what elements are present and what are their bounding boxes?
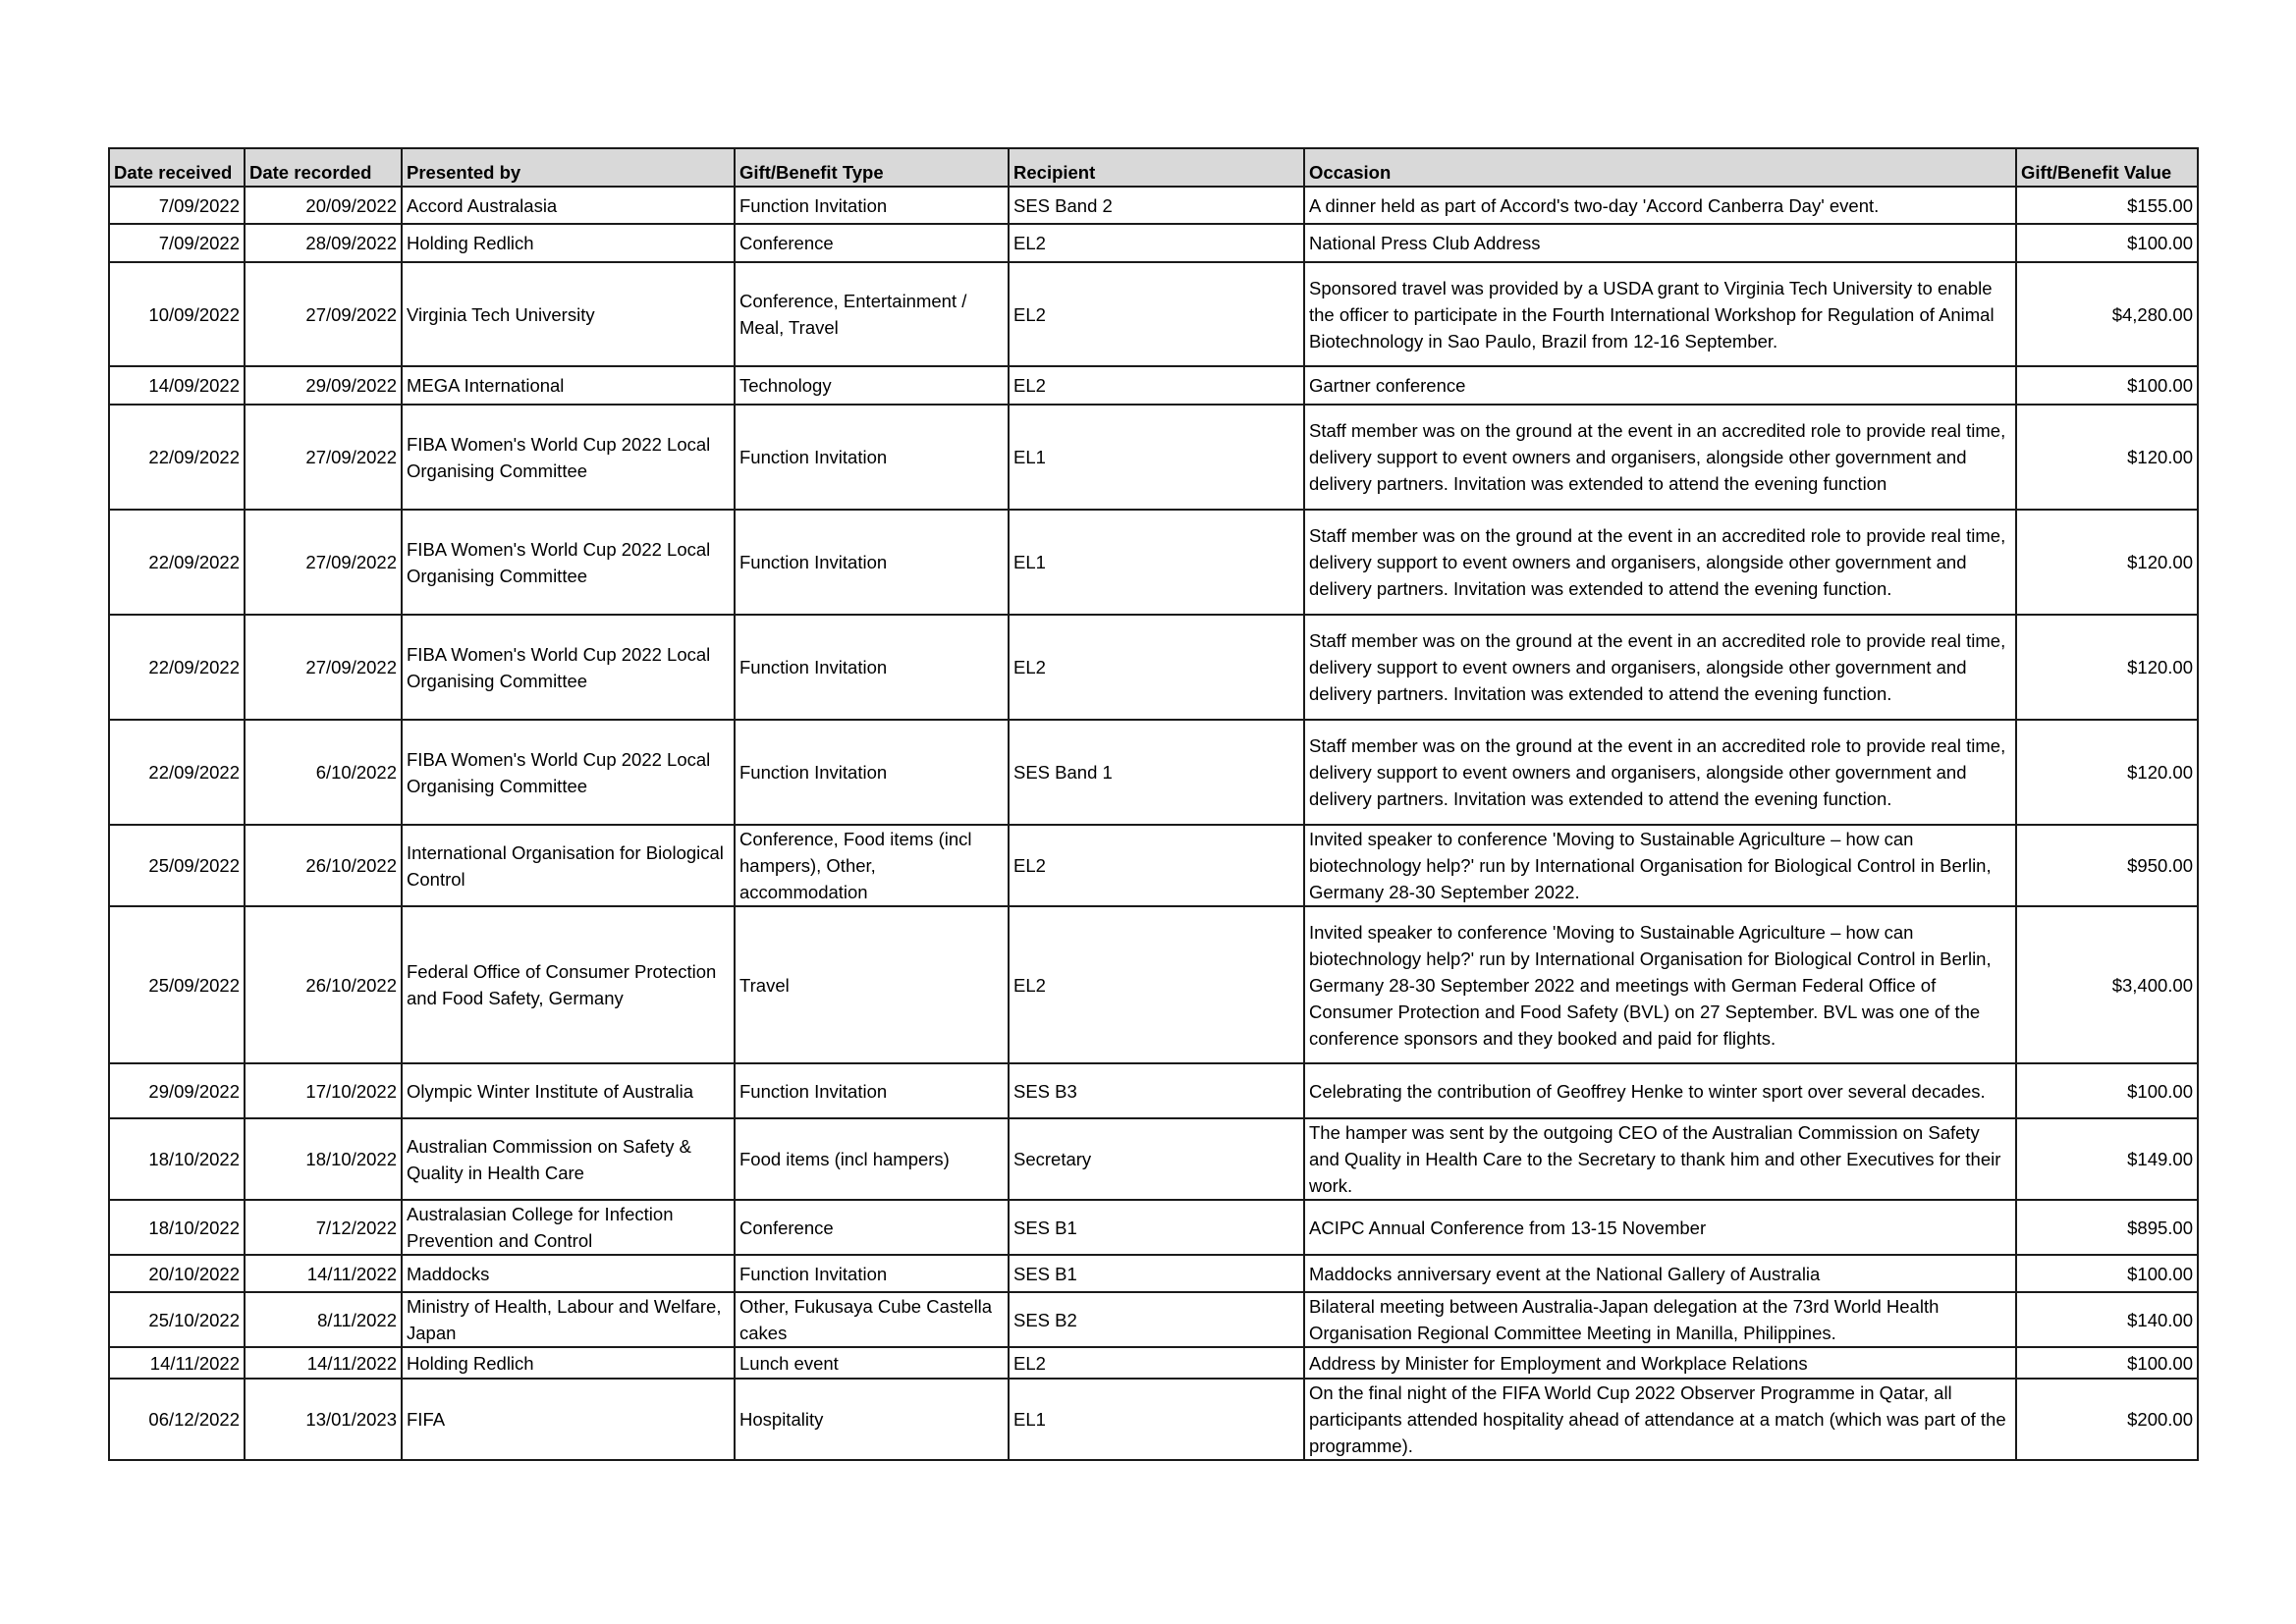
value-cell: $120.00	[2016, 405, 2198, 510]
gift-type-cell: Conference, Entertainment / Meal, Travel	[735, 262, 1009, 366]
col-header-gift-type: Gift/Benefit Type	[735, 148, 1009, 187]
occasion-cell: Staff member was on the ground at the event in an accredited role to provide real time, delivery support to event owners and organisers, alongside other government and delivery partners. Invitation was extended to attend the evening function.	[1304, 720, 2016, 825]
presented-by-cell: Olympic Winter Institute of Australia	[402, 1063, 735, 1118]
date-received-cell: 22/09/2022	[109, 720, 245, 825]
table-row	[109, 1379, 2198, 1460]
date-recorded-cell: 14/11/2022	[245, 1255, 402, 1292]
date-received-cell: 10/09/2022	[109, 262, 245, 366]
date-received-cell: 20/10/2022	[109, 1255, 245, 1292]
date-recorded-cell: 7/12/2022	[245, 1200, 402, 1255]
date-recorded-cell: 6/10/2022	[245, 720, 402, 825]
value-cell: $100.00	[2016, 1347, 2198, 1379]
date-recorded-cell: 13/01/2023	[245, 1379, 402, 1460]
col-header-value: Gift/Benefit Value	[2016, 148, 2198, 187]
occasion-cell: Gartner conference	[1304, 366, 2016, 405]
recipient-cell: EL1	[1009, 405, 1304, 510]
date-recorded-cell: 27/09/2022	[245, 405, 402, 510]
table-row	[109, 510, 2198, 615]
table-row	[109, 615, 2198, 720]
table-row	[109, 405, 2198, 510]
value-cell: $895.00	[2016, 1200, 2198, 1255]
table-row	[109, 1255, 2198, 1292]
date-received-cell: 14/09/2022	[109, 366, 245, 405]
date-received-cell: 06/12/2022	[109, 1379, 245, 1460]
occasion-cell: Invited speaker to conference 'Moving to Sustainable Agriculture – how can biotechnology help?' run by International Organisation for Biological Control in Berlin, Germany 28-30 September 2022 and meetings with German Federal Office of Consumer Protection and Food Safety (BVL) on 27 September. BVL was one of the conference sponsors and they booked and paid for flights.	[1304, 906, 2016, 1063]
gift-type-cell: Function Invitation	[735, 405, 1009, 510]
occasion-cell: Maddocks anniversary event at the National Gallery of Australia	[1304, 1255, 2016, 1292]
gift-type-cell: Hospitality	[735, 1379, 1009, 1460]
header-row	[109, 148, 2198, 187]
date-recorded-cell: 14/11/2022	[245, 1347, 402, 1379]
value-cell: $100.00	[2016, 224, 2198, 262]
presented-by-cell: FIBA Women's World Cup 2022 Local Organising Committee	[402, 510, 735, 615]
value-cell: $100.00	[2016, 1255, 2198, 1292]
table-row	[109, 825, 2198, 906]
occasion-cell: Sponsored travel was provided by a USDA grant to Virginia Tech University to enable the officer to participate in the Fourth International Workshop for Regulation of Animal Biotechnology in Sao Paulo, Brazil from 12-16 September.	[1304, 262, 2016, 366]
col-header-date-recorded: Date recorded	[245, 148, 402, 187]
date-recorded-cell: 28/09/2022	[245, 224, 402, 262]
date-received-cell: 25/09/2022	[109, 906, 245, 1063]
recipient-cell: EL2	[1009, 906, 1304, 1063]
table-row	[109, 1292, 2198, 1347]
col-header-date-received: Date received	[109, 148, 245, 187]
recipient-cell: EL2	[1009, 615, 1304, 720]
presented-by-cell: Holding Redlich	[402, 1347, 735, 1379]
presented-by-cell: Accord Australasia	[402, 187, 735, 224]
gift-type-cell: Food items (incl hampers)	[735, 1118, 1009, 1200]
occasion-cell: Staff member was on the ground at the event in an accredited role to provide real time, delivery support to event owners and organisers, alongside other government and delivery partners. Invitation was extended to attend the evening function.	[1304, 615, 2016, 720]
date-received-cell: 22/09/2022	[109, 510, 245, 615]
date-recorded-cell: 27/09/2022	[245, 262, 402, 366]
value-cell: $4,280.00	[2016, 262, 2198, 366]
gift-type-cell: Conference	[735, 1200, 1009, 1255]
gift-type-cell: Technology	[735, 366, 1009, 405]
value-cell: $155.00	[2016, 187, 2198, 224]
table-row	[109, 1118, 2198, 1200]
gift-type-cell: Function Invitation	[735, 510, 1009, 615]
recipient-cell: SES Band 2	[1009, 187, 1304, 224]
value-cell: $120.00	[2016, 720, 2198, 825]
recipient-cell: SES B3	[1009, 1063, 1304, 1118]
date-recorded-cell: 29/09/2022	[245, 366, 402, 405]
presented-by-cell: Holding Redlich	[402, 224, 735, 262]
recipient-cell: EL2	[1009, 224, 1304, 262]
recipient-cell: EL1	[1009, 1379, 1304, 1460]
occasion-cell: Invited speaker to conference 'Moving to Sustainable Agriculture – how can biotechnology help?' run by International Organisation for Biological Control in Berlin, Germany 28-30 September 2022.	[1304, 825, 2016, 906]
value-cell: $120.00	[2016, 510, 2198, 615]
occasion-cell: Staff member was on the ground at the event in an accredited role to provide real time, delivery support to event owners and organisers, alongside other government and delivery partners. Invitation was extended to attend the evening function	[1304, 405, 2016, 510]
occasion-cell: Bilateral meeting between Australia-Japan delegation at the 73rd World Health Organisation Regional Committee Meeting in Manilla, Philippines.	[1304, 1292, 2016, 1347]
presented-by-cell: FIBA Women's World Cup 2022 Local Organising Committee	[402, 405, 735, 510]
gift-type-cell: Travel	[735, 906, 1009, 1063]
recipient-cell: EL2	[1009, 1347, 1304, 1379]
presented-by-cell: Australian Commission on Safety & Quality in Health Care	[402, 1118, 735, 1200]
gift-type-cell: Function Invitation	[735, 1255, 1009, 1292]
recipient-cell: Secretary	[1009, 1118, 1304, 1200]
table-row	[109, 187, 2198, 224]
recipient-cell: SES Band 1	[1009, 720, 1304, 825]
presented-by-cell: FIFA	[402, 1379, 735, 1460]
date-received-cell: 7/09/2022	[109, 187, 245, 224]
gift-type-cell: Conference	[735, 224, 1009, 262]
table-row	[109, 1347, 2198, 1379]
table-row	[109, 224, 2198, 262]
occasion-cell: National Press Club Address	[1304, 224, 2016, 262]
value-cell: $3,400.00	[2016, 906, 2198, 1063]
recipient-cell: SES B1	[1009, 1255, 1304, 1292]
gift-type-cell: Lunch event	[735, 1347, 1009, 1379]
presented-by-cell: Ministry of Health, Labour and Welfare, Japan	[402, 1292, 735, 1347]
table-row	[109, 1063, 2198, 1118]
date-recorded-cell: 17/10/2022	[245, 1063, 402, 1118]
occasion-cell: Celebrating the contribution of Geoffrey Henke to winter sport over several decades.	[1304, 1063, 2016, 1118]
table-row	[109, 906, 2198, 1063]
gift-type-cell: Function Invitation	[735, 187, 1009, 224]
date-received-cell: 7/09/2022	[109, 224, 245, 262]
recipient-cell: EL2	[1009, 825, 1304, 906]
col-header-presented-by: Presented by	[402, 148, 735, 187]
presented-by-cell: Maddocks	[402, 1255, 735, 1292]
presented-by-cell: International Organisation for Biological Control	[402, 825, 735, 906]
col-header-occasion: Occasion	[1304, 148, 2016, 187]
gift-type-cell: Conference, Food items (incl hampers), Other, accommodation	[735, 825, 1009, 906]
date-received-cell: 22/09/2022	[109, 405, 245, 510]
date-received-cell: 22/09/2022	[109, 615, 245, 720]
presented-by-cell: Virginia Tech University	[402, 262, 735, 366]
presented-by-cell: FIBA Women's World Cup 2022 Local Organising Committee	[402, 615, 735, 720]
date-received-cell: 29/09/2022	[109, 1063, 245, 1118]
date-received-cell: 18/10/2022	[109, 1200, 245, 1255]
gift-type-cell: Function Invitation	[735, 1063, 1009, 1118]
date-received-cell: 14/11/2022	[109, 1347, 245, 1379]
gift-type-cell: Function Invitation	[735, 720, 1009, 825]
recipient-cell: EL1	[1009, 510, 1304, 615]
gifts-benefits-register-table	[108, 147, 2199, 1461]
date-received-cell: 18/10/2022	[109, 1118, 245, 1200]
presented-by-cell: Australasian College for Infection Prevention and Control	[402, 1200, 735, 1255]
occasion-cell: ACIPC Annual Conference from 13-15 November	[1304, 1200, 2016, 1255]
value-cell: $140.00	[2016, 1292, 2198, 1347]
date-recorded-cell: 20/09/2022	[245, 187, 402, 224]
table-row	[109, 1200, 2198, 1255]
occasion-cell: Address by Minister for Employment and Workplace Relations	[1304, 1347, 2016, 1379]
table-row	[109, 262, 2198, 366]
occasion-cell: The hamper was sent by the outgoing CEO of the Australian Commission on Safety and Quality in Health Care to the Secretary to thank him and other Executives for their work.	[1304, 1118, 2016, 1200]
date-recorded-cell: 27/09/2022	[245, 615, 402, 720]
presented-by-cell: MEGA International	[402, 366, 735, 405]
presented-by-cell: Federal Office of Consumer Protection and Food Safety, Germany	[402, 906, 735, 1063]
value-cell: $950.00	[2016, 825, 2198, 906]
recipient-cell: SES B1	[1009, 1200, 1304, 1255]
occasion-cell: Staff member was on the ground at the event in an accredited role to provide real time, delivery support to event owners and organisers, alongside other government and delivery partners. Invitation was extended to attend the evening function.	[1304, 510, 2016, 615]
gift-type-cell: Function Invitation	[735, 615, 1009, 720]
occasion-cell: A dinner held as part of Accord's two-day 'Accord Canberra Day' event.	[1304, 187, 2016, 224]
presented-by-cell: FIBA Women's World Cup 2022 Local Organising Committee	[402, 720, 735, 825]
gift-type-cell: Other, Fukusaya Cube Castella cakes	[735, 1292, 1009, 1347]
table-row	[109, 366, 2198, 405]
date-recorded-cell: 18/10/2022	[245, 1118, 402, 1200]
value-cell: $200.00	[2016, 1379, 2198, 1460]
value-cell: $100.00	[2016, 1063, 2198, 1118]
date-recorded-cell: 26/10/2022	[245, 825, 402, 906]
value-cell: $149.00	[2016, 1118, 2198, 1200]
date-recorded-cell: 8/11/2022	[245, 1292, 402, 1347]
recipient-cell: SES B2	[1009, 1292, 1304, 1347]
value-cell: $120.00	[2016, 615, 2198, 720]
occasion-cell: On the final night of the FIFA World Cup 2022 Observer Programme in Qatar, all participants attended hospitality ahead of attendance at a match (which was part of the programme).	[1304, 1379, 2016, 1460]
col-header-recipient: Recipient	[1009, 148, 1304, 187]
date-received-cell: 25/09/2022	[109, 825, 245, 906]
date-recorded-cell: 26/10/2022	[245, 906, 402, 1063]
recipient-cell: EL2	[1009, 366, 1304, 405]
table-row	[109, 720, 2198, 825]
recipient-cell: EL2	[1009, 262, 1304, 366]
date-received-cell: 25/10/2022	[109, 1292, 245, 1347]
date-recorded-cell: 27/09/2022	[245, 510, 402, 615]
value-cell: $100.00	[2016, 366, 2198, 405]
